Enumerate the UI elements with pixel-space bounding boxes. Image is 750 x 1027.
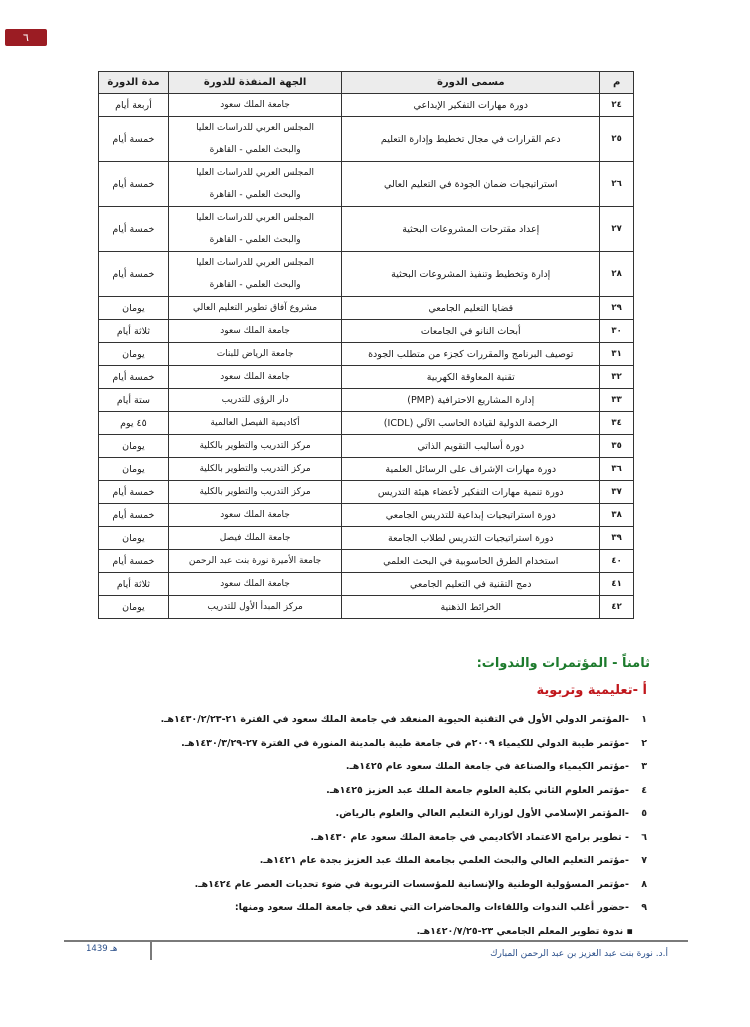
table-row — [99, 117, 634, 162]
organizer-line: جامعة الأميرة نورة بنت عبد الرحمن — [188, 556, 322, 566]
list-item-number: ٦ — [641, 831, 647, 843]
organizer-line: جامعة الرياض للبنات — [216, 349, 294, 359]
table-row — [99, 94, 634, 117]
course-duration: يومان — [99, 297, 169, 320]
organizer-line: جامعة الملك فيصل — [219, 533, 291, 543]
row-number: ٢٦ — [600, 162, 634, 207]
list-item-text: -المؤتمر الدولي الأول في التقنية الحيوية المنعقد في جامعة الملك سعود في الفترة ٢١-١٤٣٠/٢/٢٣هـ. — [160, 714, 629, 725]
course-organizer — [168, 458, 341, 481]
course-duration: خمسة أيام — [99, 504, 169, 527]
list-item — [27, 755, 647, 779]
row-number: ٤١ — [600, 573, 634, 596]
course-title: توصيف البرنامج والمقررات كجزء من متطلب الجودة — [342, 343, 600, 366]
organizer-line: جامعة الملك سعود — [220, 100, 290, 110]
header-duration: مدة الدورة — [99, 72, 169, 94]
row-number: ٢٥ — [600, 117, 634, 162]
row-number: ٢٧ — [600, 207, 634, 252]
table-header-row — [99, 72, 634, 94]
organizer-line: أكاديمية الفيصل العالمية — [210, 418, 300, 428]
course-organizer — [168, 252, 341, 297]
course-duration: يومان — [99, 596, 169, 619]
course-duration: ثلاثة أيام — [99, 320, 169, 343]
list-item-number: ٣ — [641, 761, 647, 772]
organizer-line: مركز التدريب والتطوير بالكلية — [199, 441, 311, 451]
list-item — [27, 779, 647, 803]
course-duration: ستة أيام — [99, 389, 169, 412]
footer-author: أ.د. نورة بنت عبد العزيز بن عبد الرحمن المبارك — [490, 949, 668, 959]
table-row — [99, 550, 634, 573]
list-item-number: ٥ — [641, 808, 647, 819]
course-organizer — [168, 117, 341, 162]
sub-list-item: ▪ ندوة تطوير المعلم الجامعي ٢٣-١٤٢٠/٧/٢٥هـ. — [416, 925, 633, 937]
list-item-text: -المؤتمر الإسلامي الأول لوزارة التعليم العالي والعلوم بالرياض. — [335, 808, 629, 819]
course-title: دورة مهارات الإشراف على الرسائل العلمية — [342, 458, 600, 481]
organizer-line: المجلس العربي للدراسات العليا — [196, 258, 315, 268]
course-duration: خمسة أيام — [99, 481, 169, 504]
course-organizer — [168, 207, 341, 252]
course-title: دورة مهارات التفكير الإبداعي — [342, 94, 600, 117]
organizer-line: المجلس العربي للدراسات العليا — [196, 123, 315, 133]
course-organizer — [168, 94, 341, 117]
list-item-number: ٩ — [641, 902, 647, 913]
table-row — [99, 252, 634, 297]
list-item — [27, 896, 647, 920]
organizer-line: والبحث العلمي - القاهرة — [209, 235, 301, 245]
footer-year: 1439 هـ — [86, 944, 118, 954]
conference-list — [27, 708, 647, 943]
table-row — [99, 504, 634, 527]
table-row — [99, 573, 634, 596]
table-row — [99, 527, 634, 550]
list-item — [27, 826, 647, 850]
organizer-line: جامعة الملك سعود — [220, 326, 290, 336]
list-item-text: -مؤتمر طيبة الدولي للكيمياء ٢٠٠٩م في جامعة طيبة بالمدينة المنورة في الفترة ٢٧-١٤٣٠/٣/٢٩هـ. — [181, 737, 629, 749]
course-organizer — [168, 550, 341, 573]
footer-divider-tick — [150, 940, 152, 960]
course-organizer — [168, 162, 341, 207]
course-title: الخرائط الذهنية — [342, 596, 600, 619]
course-duration: خمسة أيام — [99, 550, 169, 573]
list-item-number: ٧ — [641, 855, 647, 866]
organizer-line: والبحث العلمي - القاهرة — [209, 280, 301, 290]
course-organizer — [168, 527, 341, 550]
course-title: دورة تنمية مهارات التفكير لأعضاء هيئة التدريس — [342, 481, 600, 504]
list-item-number: ٨ — [641, 878, 647, 890]
header-org: الجهة المنفذة للدورة — [168, 72, 341, 94]
course-duration: يومان — [99, 343, 169, 366]
course-duration: خمسة أيام — [99, 117, 169, 162]
course-title: إدارة وتخطيط وتنفيذ المشروعات البحثية — [342, 252, 600, 297]
header-num: م — [600, 72, 634, 94]
organizer-line: جامعة الملك سعود — [220, 510, 290, 520]
courses-table — [98, 71, 634, 619]
course-duration: خمسة أيام — [99, 366, 169, 389]
header-title: مسمى الدورة — [342, 72, 600, 94]
course-title: دورة استراتيجيات التدريس لطلاب الجامعة — [342, 527, 600, 550]
course-organizer — [168, 343, 341, 366]
table-row — [99, 481, 634, 504]
course-duration: ٤٥ يوم — [99, 412, 169, 435]
course-organizer — [168, 573, 341, 596]
course-duration: يومان — [99, 435, 169, 458]
organizer-line: دار الرؤى للتدريب — [221, 395, 289, 405]
course-duration: خمسة أيام — [99, 207, 169, 252]
row-number: ٢٩ — [600, 297, 634, 320]
row-number: ٣٨ — [600, 504, 634, 527]
list-item — [27, 802, 647, 826]
course-title: دورة استراتيجيات إبداعية للتدريس الجامعي — [342, 504, 600, 527]
footer-divider — [64, 940, 688, 942]
table-row — [99, 162, 634, 207]
course-duration: خمسة أيام — [99, 252, 169, 297]
course-duration: يومان — [99, 458, 169, 481]
row-number: ٣٣ — [600, 389, 634, 412]
page-number-badge: ٦ — [5, 29, 47, 46]
row-number: ٣٤ — [600, 412, 634, 435]
course-duration: يومان — [99, 527, 169, 550]
course-organizer — [168, 481, 341, 504]
list-item-number: ٤ — [641, 784, 647, 796]
row-number: ٢٤ — [600, 94, 634, 117]
course-organizer — [168, 412, 341, 435]
organizer-line: مركز التدريب والتطوير بالكلية — [199, 464, 311, 474]
course-organizer — [168, 504, 341, 527]
table-row — [99, 458, 634, 481]
course-title: إدارة المشاريع الاحترافية (PMP) — [342, 389, 600, 412]
subsection-title: أ -تعليمية وتربوية — [536, 683, 647, 698]
course-title: استخدام الطرق الحاسوبية في البحث العلمي — [342, 550, 600, 573]
course-duration: أربعة أيام — [99, 94, 169, 117]
course-title: إعداد مقترحات المشروعات البحثية — [342, 207, 600, 252]
course-duration: خمسة أيام — [99, 162, 169, 207]
course-title: دعم القرارات في مجال تخطيط وإدارة التعليم — [342, 117, 600, 162]
list-item — [27, 873, 647, 897]
course-title: أبحاث النانو في الجامعات — [342, 320, 600, 343]
course-organizer — [168, 366, 341, 389]
list-item-text: - تطوير برامج الاعتماد الأكاديمي في جامعة الملك سعود عام ١٤٣٠هـ. — [310, 831, 629, 843]
course-organizer — [168, 320, 341, 343]
row-number: ٣٥ — [600, 435, 634, 458]
course-organizer — [168, 435, 341, 458]
course-title: دمج التقنية في التعليم الجامعي — [342, 573, 600, 596]
list-item-text: -مؤتمر الكيمياء والصناعة في جامعة الملك سعود عام ١٤٢٥هـ. — [345, 761, 629, 772]
table-row — [99, 596, 634, 619]
course-title: دورة أساليب التقويم الذاتي — [342, 435, 600, 458]
row-number: ٣٢ — [600, 366, 634, 389]
table-row — [99, 320, 634, 343]
organizer-line: مركز المبدأ الأول للتدريب — [207, 602, 303, 612]
course-title: تقنية المعاوقة الكهربية — [342, 366, 600, 389]
organizer-line: والبحث العلمي - القاهرة — [209, 145, 301, 155]
list-item-number: ٢ — [641, 737, 647, 749]
list-item-text: -مؤتمر التعليم العالي والبحث العلمي بجامعة الملك عبد العزيز بجدة عام ١٤٢١هـ. — [259, 855, 629, 866]
list-item-text: -مؤتمر المسؤولية الوطنية والإنسانية للمؤسسات التربوية في ضوء تحديات العصر عام ١٤٢٤هـ. — [194, 878, 629, 890]
list-item-text: -مؤتمر العلوم الثاني بكلية العلوم جامعة الملك عبد العزيز ١٤٢٥هـ. — [326, 784, 629, 796]
table-row — [99, 389, 634, 412]
row-number: ٣١ — [600, 343, 634, 366]
list-item-number: ١ — [641, 714, 647, 725]
organizer-line: مركز التدريب والتطوير بالكلية — [199, 487, 311, 497]
course-duration: ثلاثة أيام — [99, 573, 169, 596]
table-row — [99, 412, 634, 435]
organizer-line: مشروع آفاق تطوير التعليم العالي — [193, 303, 318, 313]
row-number: ٣٩ — [600, 527, 634, 550]
table-row — [99, 297, 634, 320]
organizer-line: المجلس العربي للدراسات العليا — [196, 213, 315, 223]
section-title: ثامناً - المؤتمرات والندوات: — [476, 656, 650, 671]
row-number: ٣٦ — [600, 458, 634, 481]
table-row — [99, 207, 634, 252]
row-number: ٢٨ — [600, 252, 634, 297]
row-number: ٣٠ — [600, 320, 634, 343]
course-organizer — [168, 596, 341, 619]
course-organizer — [168, 389, 341, 412]
organizer-line: جامعة الملك سعود — [220, 579, 290, 589]
table-row — [99, 343, 634, 366]
row-number: ٤٠ — [600, 550, 634, 573]
list-item — [27, 708, 647, 732]
organizer-line: المجلس العربي للدراسات العليا — [196, 168, 315, 178]
row-number: ٤٢ — [600, 596, 634, 619]
table-row — [99, 435, 634, 458]
course-title: قضايا التعليم الجامعي — [342, 297, 600, 320]
list-item-text: -حضور أغلب الندوات واللقاءات والمحاضرات التي تعقد في جامعة الملك سعود ومنها: — [234, 902, 629, 913]
table-row — [99, 366, 634, 389]
row-number: ٣٧ — [600, 481, 634, 504]
list-item — [27, 732, 647, 756]
course-organizer — [168, 297, 341, 320]
course-title: استراتيجيات ضمان الجودة في التعليم العالي — [342, 162, 600, 207]
organizer-line: جامعة الملك سعود — [220, 372, 290, 382]
course-title: الرخصة الدولية لقيادة الحاسب الآلي (ICDL) — [342, 412, 600, 435]
organizer-line: والبحث العلمي - القاهرة — [209, 190, 301, 200]
list-item — [27, 849, 647, 873]
